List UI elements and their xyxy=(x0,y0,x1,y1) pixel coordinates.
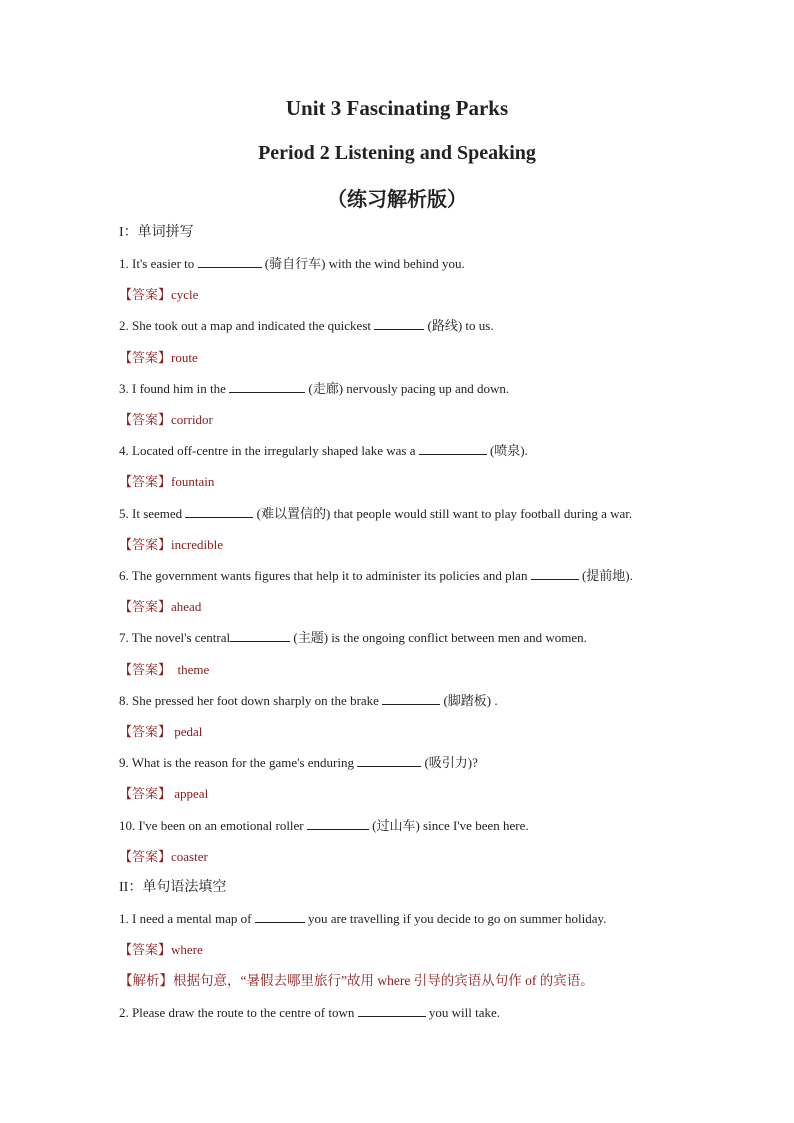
question-7: 7. The novel's central (主题) is the ongoing conflict between men and women. xyxy=(119,630,587,645)
grammar-analysis-1: 【解析】根据句意，“暑假去哪里旅行”故用 where 引导的宾语从句作 of 的宾语。 xyxy=(119,973,594,988)
grammar-question-1: 1. I need a mental map of you are travelling if you decide to go on summer holiday. xyxy=(119,911,607,926)
answer-10: 【答案】coaster xyxy=(119,849,208,864)
answer-5: 【答案】incredible xyxy=(119,537,223,552)
answer-6: 【答案】ahead xyxy=(119,599,202,614)
question-10: 10. I've been on an emotional roller (过山车) since I've been here. xyxy=(119,818,529,833)
answer-blank xyxy=(374,317,424,330)
answer-blank xyxy=(382,692,440,705)
answer-blank xyxy=(531,567,579,580)
answer-7: 【答案】 theme xyxy=(119,662,210,677)
question-6: 6. The government wants figures that help it to administer its policies and plan (提前地). xyxy=(119,568,633,583)
edition-label: （练习解析版） xyxy=(327,189,467,211)
section-heading-word-spelling: I：单词拼写 xyxy=(119,225,194,240)
answer-blank xyxy=(357,754,421,767)
answer-2: 【答案】route xyxy=(119,350,198,365)
page-title: Unit 3 Fascinating Parks xyxy=(285,96,509,120)
answer-blank xyxy=(307,817,369,830)
answer-blank xyxy=(255,910,305,923)
grammar-answer-1: 【答案】where xyxy=(119,942,203,957)
answer-3: 【答案】corridor xyxy=(119,412,213,427)
page-subtitle: Period 2 Listening and Speaking xyxy=(258,142,536,164)
question-4: 4. Located off-centre in the irregularly shaped lake was a (喷泉). xyxy=(119,443,528,458)
grammar-question-2: 2. Please draw the route to the centre of town you will take. xyxy=(119,1005,501,1020)
answer-blank xyxy=(358,1004,426,1017)
answer-4: 【答案】fountain xyxy=(119,474,215,489)
question-5: 5. It seemed (难以置信的) that people would still want to play football during a war. xyxy=(119,506,633,521)
question-8: 8. She pressed her foot down sharply on the brake (脚踏板) . xyxy=(119,693,498,708)
answer-1: 【答案】cycle xyxy=(119,287,199,302)
answer-blank xyxy=(198,255,262,268)
answer-blank xyxy=(185,505,253,518)
answer-8: 【答案】 pedal xyxy=(119,724,203,739)
section-heading-grammar-fill: II：单句语法填空 xyxy=(119,880,227,895)
question-3: 3. I found him in the (走廊) nervously pacing up and down. xyxy=(119,381,510,396)
question-9: 9. What is the reason for the game's enduring (吸引力)? xyxy=(119,755,478,770)
question-1: 1. It's easier to (骑自行车) with the wind behind you. xyxy=(119,256,465,271)
answer-blank xyxy=(230,629,290,642)
question-2: 2. She took out a map and indicated the quickest (路线) to us. xyxy=(119,318,494,333)
answer-9: 【答案】 appeal xyxy=(119,786,209,801)
answer-blank xyxy=(229,380,305,393)
answer-blank xyxy=(419,442,487,455)
